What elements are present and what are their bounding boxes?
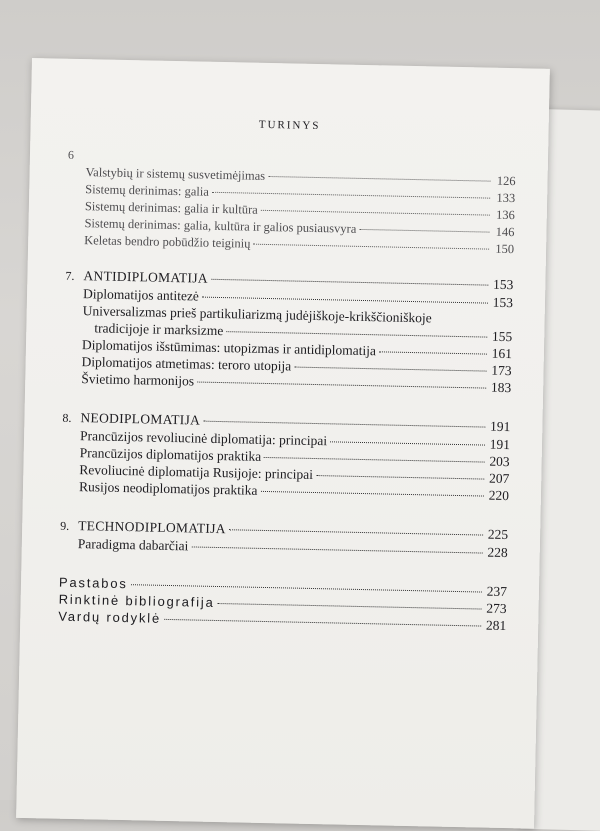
toc-entry: Diplomatijos antitezė 153 [82, 286, 514, 311]
chapter-number-6: 6 [67, 147, 75, 162]
toc-entry: Prancūzijos revoliucinė diplomatija: principai 191 [79, 428, 511, 453]
backmatter-index: Vardų rodyklė 281 [58, 608, 507, 634]
chapter-heading-8: 8. NEODIPLOMATIJA 191 [62, 410, 511, 435]
toc-entry: Švietimo harmonijos 183 [81, 371, 512, 396]
toc-entry: Sistemų derinimas: galia ir kultūra 136 [84, 199, 515, 223]
backmatter-notes: Pastabos 237 [58, 574, 508, 600]
table-of-contents [58, 147, 516, 634]
toc-entry: Sistemų derinimas: galia 133 [85, 182, 516, 206]
book-page [16, 58, 550, 829]
page-header: TURINYS [258, 118, 321, 133]
toc-entry: Diplomatijos atmetimas: teroro utopija 173 [81, 354, 512, 379]
toc-entry: Revoliucinė diplomatija Rusijoje: principai 207 [79, 462, 510, 487]
toc-entry: Sistemų derinimas: galia, kultūra ir galios pusiausvyra 146 [84, 216, 515, 240]
toc-entry-continuation: tradicijoje ir marksizme 155 [94, 320, 513, 345]
toc-entry: Valstybių ir sistemų susvetimėjimas 126 [85, 165, 516, 189]
backmatter-bibliography: Rinktinė bibliografija 273 [58, 591, 507, 617]
toc-entry: Universalizmas prieš partikuliarizmą judėjiškoje-krikščioniškoje [82, 303, 432, 326]
toc-entry: Diplomatijos išstūmimas: utopizmas ir antidiplomatija 161 [81, 337, 513, 362]
chapter-heading-7: 7. ANTIDIPLOMATIJA 153 [65, 268, 514, 293]
toc-entry: Keletas bendro pobūdžio teiginių 150 [84, 233, 515, 257]
toc-entry: Paradigma dabarčiai 228 [77, 536, 508, 561]
toc-entry: Prancūzijos diplomatijos praktika 203 [79, 445, 510, 470]
toc-entry: Rusijos neodiplomatijos praktika 220 [78, 479, 510, 504]
chapter-heading-9: 9. TECHNODIPLOMATIJA 225 [60, 518, 509, 543]
